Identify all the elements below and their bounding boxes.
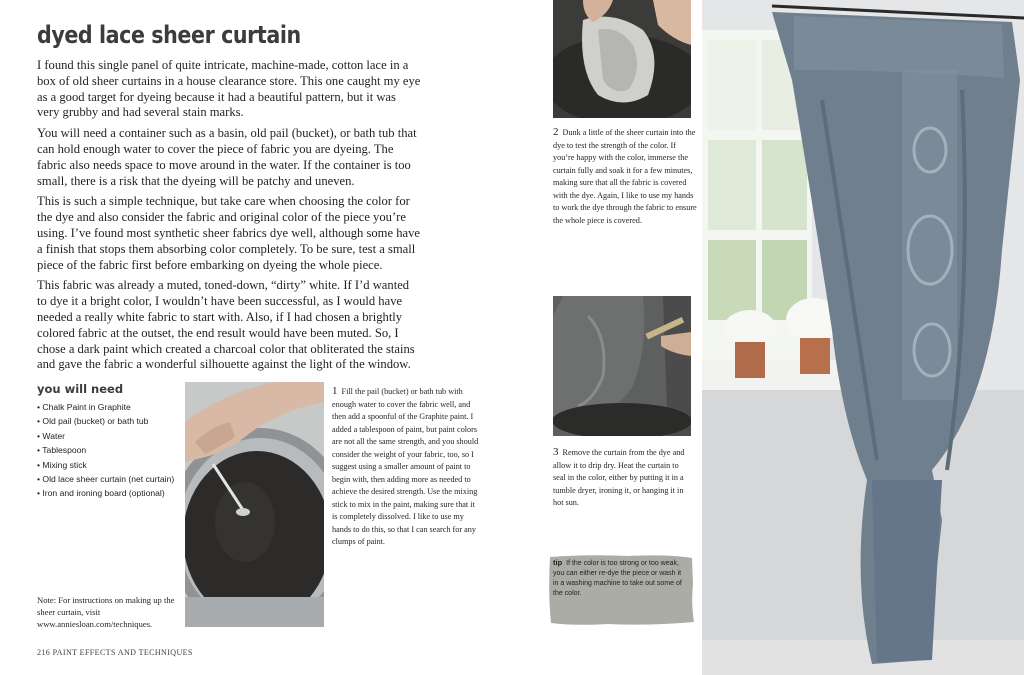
photo-dunking-curtain xyxy=(553,0,691,118)
list-item: • Old pail (bucket) or bath tub xyxy=(37,416,149,427)
list-item: • Mixing stick xyxy=(37,459,87,470)
intro-text xyxy=(37,58,421,378)
page-title: dyed lace sheer curtain xyxy=(37,21,301,49)
tip-text-block xyxy=(548,554,694,599)
tip-box xyxy=(548,554,694,626)
list-item: • Iron and ironing board (optional) xyxy=(37,488,165,499)
intro-paragraph: This fabric was already a muted, toned-down, “dirty” white. If I’d wanted to dye it a bright color, I wouldn’t have been successful, as I would have needed a really white fabric to start with. Also, if I had chosen a brightly colored fabric at the outset, the end result would have been muted. So, I chose a dark paint which created a charcoal color that obliterated the stains and gave the fabric a wonderful silhouette against the light of the window. xyxy=(37,278,415,372)
step-number: 2 xyxy=(553,126,559,138)
tip-text: If the color is too strong or too weak, you can either re-dye the piece or wash it in a washing machine to take out some of the color. xyxy=(553,560,682,597)
list-item: • Tablespoon xyxy=(37,445,87,456)
step-number: 3 xyxy=(553,446,559,458)
step-text: Remove the curtain from the dye and allow it to drip dry. Heat the curtain to seal in the color, either by putting it in a tumble dryer, ironing it, or hanging it in hot sun. xyxy=(553,448,685,507)
step-text: Dunk a little of the sheer curtain into the dye to test the strength of the color. If you’re happy with the color, immerse the curtain fully and soak it for a few minutes, making sure that all the fabric is covered with the dye. Again, I like to use my hands to work the dye through the fabric to ensure the whole piece is covered. xyxy=(553,128,697,225)
list-item: • Water xyxy=(37,430,65,441)
photo-removing-curtain xyxy=(553,296,691,436)
tip-label: tip xyxy=(553,558,563,567)
list-item: • Old lace sheer curtain (net curtain) xyxy=(37,474,175,485)
intro-paragraph: I found this single panel of quite intricate, machine-made, cotton lace in a box of old sheer curtains in a house clearance store. This one caught my eye as a good target for dyeing because it had a beautiful pattern, but it was very grubby and had several stain marks. xyxy=(37,58,421,120)
list-item: • Chalk Paint in Graphite xyxy=(37,402,131,412)
step-3 xyxy=(553,446,693,510)
step-text: Fill the pail (bucket) or bath tub with enough water to cover the fabric well, and then add a spoonful of the Graphite paint. I added a tablespoon of paint, but paint colors are not all the same strength, and you should consider the weight of your fabric, too, so I suggest using a smaller amount of paint to begin with, then adding more as needed to achieve the desired strength. Use the mixing stick to mix in the paint, making sure that it is completely dissolved. I like to use my hands to do this, so that I can search for any clumps of paint. xyxy=(332,387,479,546)
step-number: 1 xyxy=(332,385,338,397)
intro-paragraph: You will need a container such as a basin, old pail (bucket), or bath tub that can hold enough water to cover the piece of fabric you are dyeing. The fabric also needs space to move around in the water. If the container is too small, there is a risk that the dyeing will be patchy and uneven. xyxy=(37,126,417,188)
photo-mixing-paint xyxy=(185,382,324,627)
you-will-need-list xyxy=(37,400,183,501)
intro-paragraph: This is such a simple technique, but take care when choosing the color for the dye and also consider the fabric and original color of the piece you’re using. I’ve found most synthetic sheer fabrics dye well, although some have a finish that stops them absorbing color completely. To be sure, test a small piece of the fabric first before embarking on dyeing the whole piece. xyxy=(37,194,420,272)
you-will-need-heading: you will need xyxy=(37,382,124,396)
step-2 xyxy=(553,126,698,227)
photo-curtain-window xyxy=(702,0,1024,675)
note-text: Note: For instructions on making up the sheer curtain, visit www.anniesloan.com/techniques. xyxy=(37,595,175,630)
step-1 xyxy=(332,385,480,549)
folio: 216 PAINT EFFECTS AND TECHNIQUES xyxy=(37,648,193,657)
